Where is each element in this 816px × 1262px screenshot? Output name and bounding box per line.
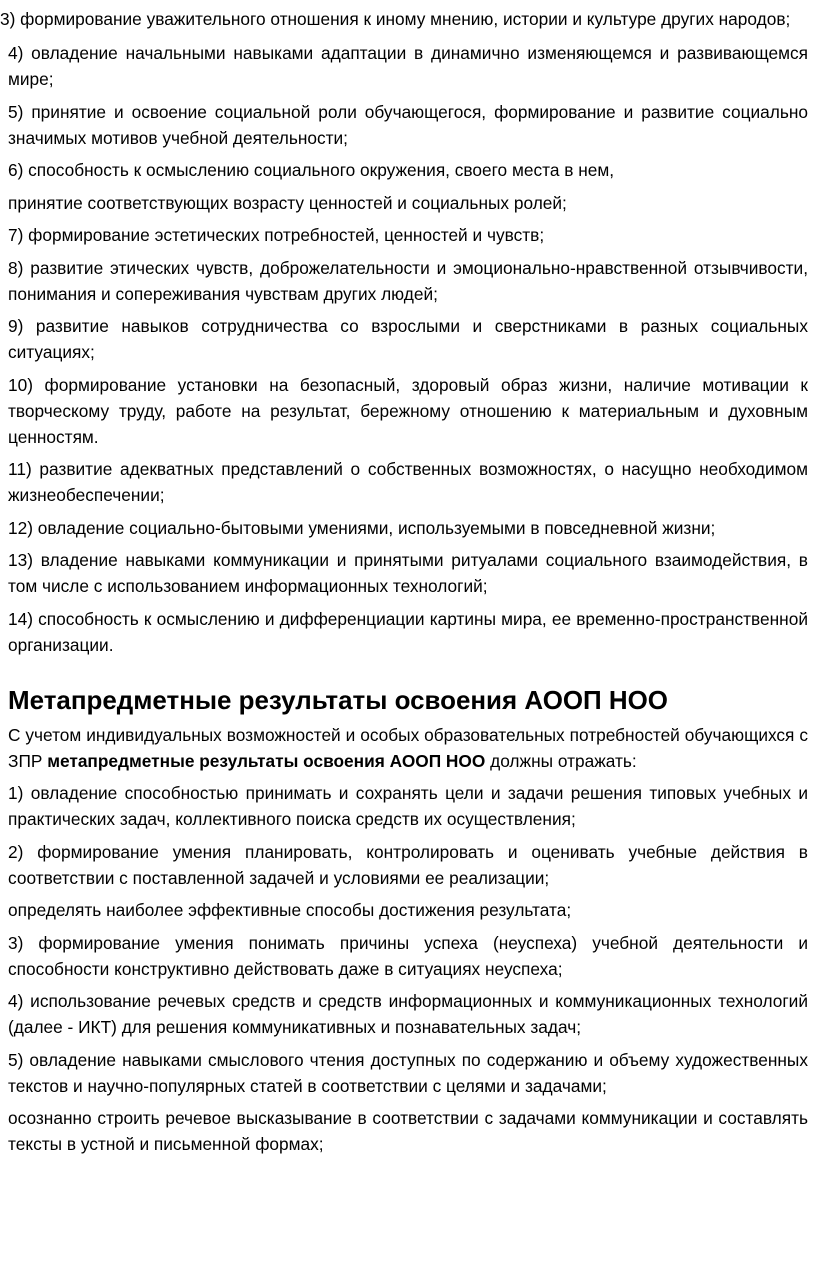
intro-paragraph <box>8 722 808 774</box>
personal-result-10: 10) формирование установки на безопасный, здоровый образ жизни, наличие мотивации к творческому труду, работе на результат, бережному отношению к материальным и духовным ценностям. <box>8 374 808 447</box>
meta-result-4: 4) использование речевых средств и средств информационных и коммуникационных технологий (далее - ИКТ) для решения коммуникативных и познавательных задач; <box>8 991 808 1037</box>
personal-result-12: 12) овладение социально-бытовыми умениями, используемыми в повседневной жизни; <box>8 517 716 538</box>
personal-result-13: 13) владение навыками коммуникации и принятыми ритуалами социального взаимодействия, в том числе с использованием информационных технологий; <box>8 550 808 596</box>
personal-result-7: 7) формирование эстетических потребностей, ценностей и чувств; <box>8 225 545 245</box>
personal-result-14: 14) способность к осмыслению и дифференциации картины мира, ее временно-пространственной организации. <box>8 608 808 655</box>
personal-result-8: 8) развитие этических чувств, доброжелательности и эмоционально-нравственной отзывчивости, понимания и сопереживания чувствам других людей; <box>8 257 808 304</box>
personal-result-5: 5) принятие и освоение социальной роли обучающегося, формирование и развитие социально значимых мотивов учебной деятельности; <box>8 101 808 148</box>
personal-result-3: 3) формирование уважительного отношения к иному мнению, истории и культуре других народов; <box>0 9 791 29</box>
intro-text-end: должны отражать: <box>485 750 637 771</box>
intro-bold-text: метапредметные результаты освоения АООП НОО <box>47 750 486 771</box>
personal-result-11: 11) развитие адекватных представлений о собственных возможностях, о насущно необходимом жизнеобеспечении; <box>8 459 808 505</box>
meta-result-2-continued: определять наиболее эффективные способы достижения результата; <box>8 900 572 920</box>
section-heading: Метапредметные результаты освоения АООП НОО <box>8 686 668 715</box>
personal-result-4: 4) овладение начальными навыками адаптации в динамично изменяющемся и развивающемся мире; <box>8 43 808 89</box>
personal-result-6: 6) способность к осмыслению социального окружения, своего места в нем, <box>8 160 615 180</box>
meta-result-5-continued: осознанно строить речевое высказывание в соответствии с задачами коммуникации и составлять тексты в устной и письменной формах; <box>8 1108 808 1154</box>
meta-result-1: 1) овладение способностью принимать и сохранять цели и задачи решения типовых учебных и практических задач, коллективного поиска средств их осуществления; <box>8 783 808 829</box>
intro-text-start: С учетом индивидуальных возможностей и особых образовательных потребностей обучающихся с ЗПР <box>8 724 808 771</box>
personal-result-6-continued: принятие соответствующих возрасту ценностей и социальных ролей; <box>8 192 567 213</box>
meta-result-3: 3) формирование умения понимать причины успеха (неуспеха) учебной деятельности и способности конструктивно действовать даже в ситуациях неуспеха; <box>8 932 808 979</box>
personal-result-9: 9) развитие навыков сотрудничества со взрослыми и сверстниками в разных социальных ситуациях; <box>8 316 808 362</box>
meta-result-2: 2) формирование умения планировать, контролировать и оценивать учебные действия в соответствии с поставленной задачей и условиями ее реализации; <box>8 841 808 888</box>
meta-result-5: 5) овладение навыками смыслового чтения доступных по содержанию и объему художественных текстов и научно-популярных статей в соответствии с целями и задачами; <box>8 1049 808 1096</box>
document-page <box>0 6 808 1164</box>
